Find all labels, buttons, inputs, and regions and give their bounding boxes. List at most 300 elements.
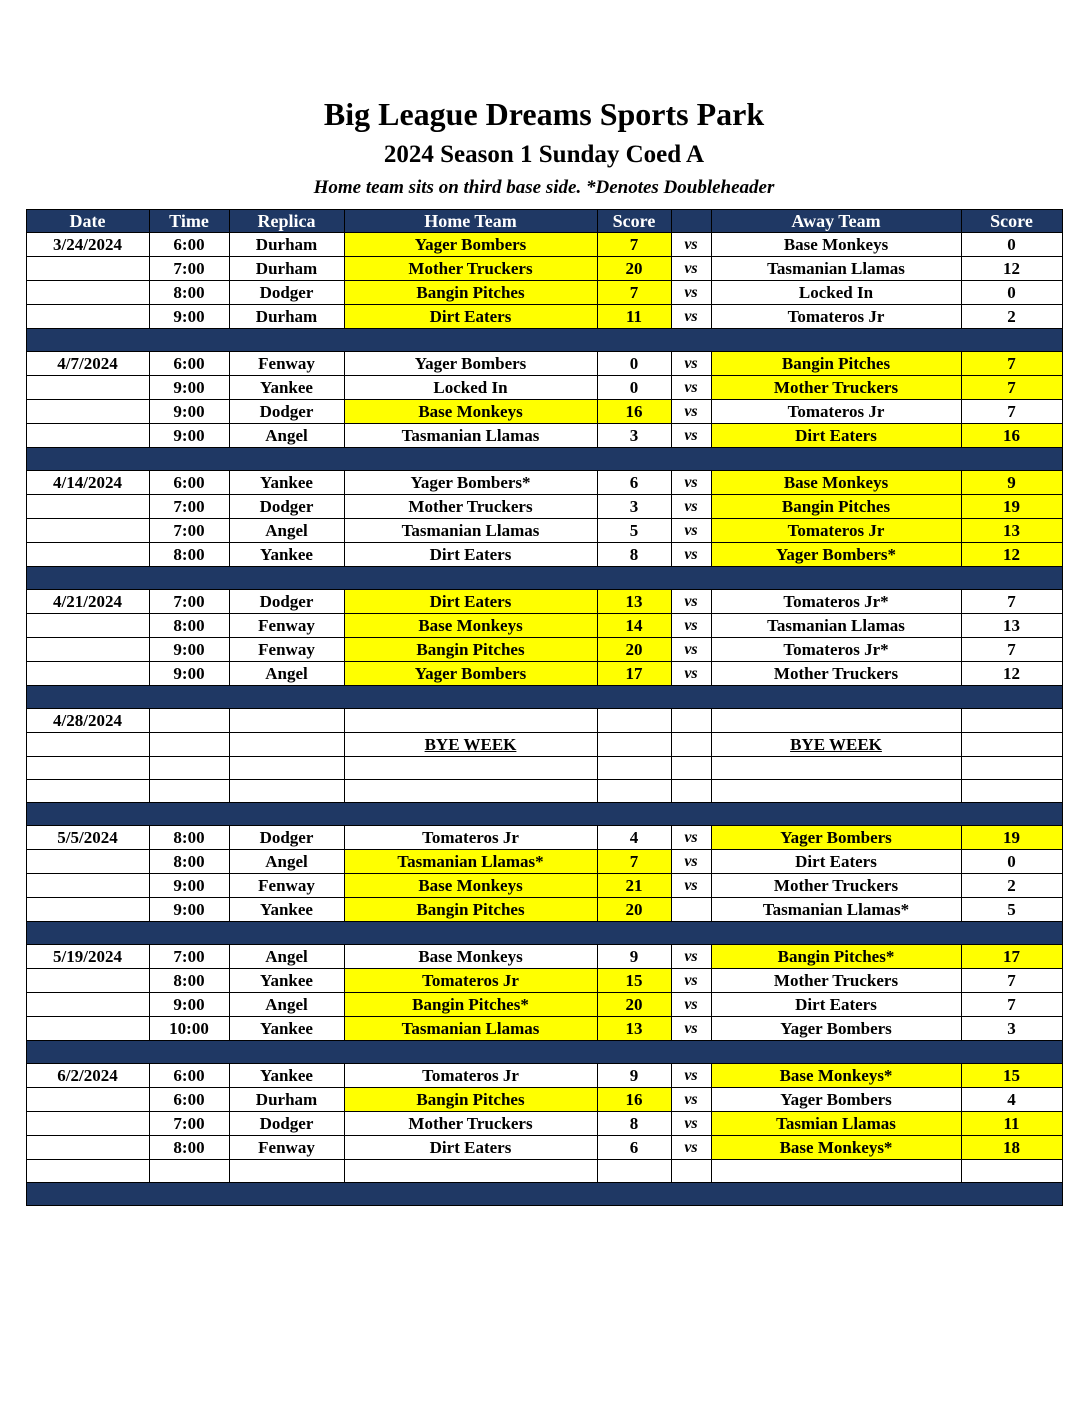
date-cell: 4/28/2024 <box>26 708 149 732</box>
vs-cell: vs <box>671 661 711 685</box>
schedule-body <box>26 232 1062 1205</box>
home-team-cell: Bangin Pitches <box>344 280 597 304</box>
vs-cell: vs <box>671 399 711 423</box>
away-team-cell: Base Monkeys <box>711 232 961 256</box>
home-team-cell: Bangin Pitches* <box>344 992 597 1016</box>
game-row <box>26 280 1062 304</box>
blank-row <box>26 779 1062 802</box>
game-row <box>26 542 1062 566</box>
away-score-cell: 12 <box>961 542 1062 566</box>
home-score-cell: 0 <box>597 375 671 399</box>
home-team-cell: Tasmanian Llamas <box>344 423 597 447</box>
home-score-cell <box>597 708 671 732</box>
away-score-cell: 13 <box>961 613 1062 637</box>
game-row <box>26 232 1062 256</box>
away-team-cell <box>711 779 961 802</box>
vs-cell: vs <box>671 542 711 566</box>
replica-cell: Dodger <box>229 494 344 518</box>
home-score-cell: 20 <box>597 637 671 661</box>
vs-cell: vs <box>671 1087 711 1111</box>
time-cell: 7:00 <box>149 589 229 613</box>
replica-cell: Fenway <box>229 351 344 375</box>
vs-cell <box>671 732 711 756</box>
separator-cell <box>26 447 1062 470</box>
game-row <box>26 897 1062 921</box>
time-cell <box>149 779 229 802</box>
separator-cell <box>26 1040 1062 1063</box>
time-cell <box>149 708 229 732</box>
home-score-cell: 7 <box>597 232 671 256</box>
home-score-cell: 9 <box>597 1063 671 1087</box>
separator-row <box>26 1182 1062 1205</box>
game-row <box>26 944 1062 968</box>
away-score-cell: 3 <box>961 1016 1062 1040</box>
vs-cell: vs <box>671 825 711 849</box>
away-score-cell <box>961 1159 1062 1182</box>
home-team-cell: Tasmanian Llamas* <box>344 849 597 873</box>
replica-cell <box>229 779 344 802</box>
time-cell: 9:00 <box>149 375 229 399</box>
replica-cell: Fenway <box>229 637 344 661</box>
replica-cell: Fenway <box>229 873 344 897</box>
page-title: Big League Dreams Sports Park <box>323 96 765 132</box>
replica-cell: Dodger <box>229 825 344 849</box>
replica-cell: Dodger <box>229 280 344 304</box>
game-row <box>26 849 1062 873</box>
replica-cell: Yankee <box>229 968 344 992</box>
date-cell <box>26 280 149 304</box>
away-score-cell: 19 <box>961 494 1062 518</box>
time-cell: 6:00 <box>149 232 229 256</box>
separator-row <box>26 447 1062 470</box>
date-cell <box>26 1111 149 1135</box>
game-row <box>26 589 1062 613</box>
away-team-cell: Bangin Pitches <box>711 351 961 375</box>
home-score-cell: 20 <box>597 897 671 921</box>
replica-cell <box>229 756 344 779</box>
away-score-cell: 7 <box>961 375 1062 399</box>
replica-cell: Dodger <box>229 1111 344 1135</box>
home-score-cell: 5 <box>597 518 671 542</box>
away-score-cell <box>961 732 1062 756</box>
date-cell <box>26 304 149 328</box>
game-row <box>26 1111 1062 1135</box>
replica-cell: Yankee <box>229 1063 344 1087</box>
vs-cell: vs <box>671 304 711 328</box>
replica-cell: Durham <box>229 256 344 280</box>
separator-cell <box>26 566 1062 589</box>
vs-cell: vs <box>671 375 711 399</box>
away-team-cell: Bangin Pitches* <box>711 944 961 968</box>
time-cell: 9:00 <box>149 637 229 661</box>
home-score-cell: 17 <box>597 661 671 685</box>
blank-row <box>26 1159 1062 1182</box>
away-score-cell <box>961 779 1062 802</box>
time-cell: 8:00 <box>149 542 229 566</box>
separator-row <box>26 1040 1062 1063</box>
vs-cell: vs <box>671 968 711 992</box>
vs-cell: vs <box>671 494 711 518</box>
home-team-cell: Mother Truckers <box>344 256 597 280</box>
away-team-cell: Tomateros Jr <box>711 399 961 423</box>
home-team-cell: Tasmanian Llamas <box>344 518 597 542</box>
game-row <box>26 256 1062 280</box>
away-score-cell: 7 <box>961 968 1062 992</box>
home-score-cell: 14 <box>597 613 671 637</box>
away-team-cell <box>711 756 961 779</box>
home-score-cell: 8 <box>597 542 671 566</box>
away-score-cell: 13 <box>961 518 1062 542</box>
time-cell: 8:00 <box>149 280 229 304</box>
away-team-cell: Yager Bombers <box>711 1016 961 1040</box>
away-team-cell: Dirt Eaters <box>711 992 961 1016</box>
vs-cell: vs <box>671 849 711 873</box>
home-score-cell <box>597 732 671 756</box>
time-cell: 6:00 <box>149 1063 229 1087</box>
date-cell <box>26 375 149 399</box>
time-cell: 6:00 <box>149 351 229 375</box>
blank-row <box>26 756 1062 779</box>
home-team-cell: Tomateros Jr <box>344 968 597 992</box>
time-cell: 8:00 <box>149 613 229 637</box>
away-team-cell: Dirt Eaters <box>711 849 961 873</box>
home-team-cell: Dirt Eaters <box>344 542 597 566</box>
vs-cell: vs <box>671 1111 711 1135</box>
replica-cell: Angel <box>229 423 344 447</box>
vs-cell: vs <box>671 637 711 661</box>
home-team-cell: Mother Truckers <box>344 494 597 518</box>
game-row <box>26 873 1062 897</box>
home-team-cell <box>344 779 597 802</box>
away-score-cell: 2 <box>961 873 1062 897</box>
time-cell: 9:00 <box>149 423 229 447</box>
home-score-cell: 0 <box>597 351 671 375</box>
date-cell: 3/24/2024 <box>26 232 149 256</box>
vs-cell: vs <box>671 613 711 637</box>
header-away-team: Away Team <box>711 209 961 232</box>
date-cell: 5/19/2024 <box>26 944 149 968</box>
date-cell <box>26 637 149 661</box>
header-away-score: Score <box>961 209 1062 232</box>
away-score-cell: 19 <box>961 825 1062 849</box>
page-note: Home team sits on third base side. *Denotes Doubleheader <box>313 176 775 198</box>
home-team-cell: Bangin Pitches <box>344 897 597 921</box>
game-row <box>26 708 1062 732</box>
away-score-cell <box>961 756 1062 779</box>
home-team-cell: Bangin Pitches <box>344 637 597 661</box>
date-cell <box>26 1159 149 1182</box>
away-team-cell: Tasmanian Llamas <box>711 613 961 637</box>
game-row <box>26 1063 1062 1087</box>
time-cell: 8:00 <box>149 1135 229 1159</box>
game-row <box>26 1087 1062 1111</box>
replica-cell: Angel <box>229 944 344 968</box>
separator-row <box>26 685 1062 708</box>
replica-cell <box>229 732 344 756</box>
game-row <box>26 304 1062 328</box>
away-team-cell: Mother Truckers <box>711 661 961 685</box>
date-cell <box>26 661 149 685</box>
replica-cell: Angel <box>229 849 344 873</box>
home-team-cell <box>344 756 597 779</box>
home-team-cell: Yager Bombers <box>344 232 597 256</box>
away-team-cell: BYE WEEK <box>711 732 961 756</box>
away-team-cell <box>711 1159 961 1182</box>
date-cell <box>26 849 149 873</box>
away-score-cell: 0 <box>961 232 1062 256</box>
vs-cell: vs <box>671 280 711 304</box>
vs-cell: vs <box>671 873 711 897</box>
vs-cell <box>671 779 711 802</box>
home-team-cell: Dirt Eaters <box>344 589 597 613</box>
vs-cell <box>671 756 711 779</box>
home-team-cell: Tasmanian Llamas <box>344 1016 597 1040</box>
date-cell <box>26 542 149 566</box>
time-cell: 7:00 <box>149 256 229 280</box>
home-team-cell: Base Monkeys <box>344 873 597 897</box>
home-team-cell: Tomateros Jr <box>344 825 597 849</box>
date-cell <box>26 968 149 992</box>
replica-cell: Durham <box>229 1087 344 1111</box>
separator-cell <box>26 328 1062 351</box>
separator-row <box>26 328 1062 351</box>
date-cell: 4/14/2024 <box>26 470 149 494</box>
header-vs-spacer <box>671 209 711 232</box>
bye-row <box>26 732 1062 756</box>
date-cell <box>26 756 149 779</box>
home-team-cell <box>344 708 597 732</box>
home-score-cell: 4 <box>597 825 671 849</box>
home-score-cell <box>597 779 671 802</box>
date-cell <box>26 613 149 637</box>
time-cell: 10:00 <box>149 1016 229 1040</box>
vs-cell <box>671 1159 711 1182</box>
table-header <box>26 209 1062 232</box>
away-team-cell: Base Monkeys <box>711 470 961 494</box>
home-team-cell: Dirt Eaters <box>344 304 597 328</box>
home-score-cell: 13 <box>597 589 671 613</box>
away-score-cell: 5 <box>961 897 1062 921</box>
home-score-cell: 6 <box>597 470 671 494</box>
date-cell <box>26 256 149 280</box>
time-cell: 9:00 <box>149 304 229 328</box>
home-score-cell: 8 <box>597 1111 671 1135</box>
vs-cell: vs <box>671 1016 711 1040</box>
game-row <box>26 375 1062 399</box>
away-score-cell: 11 <box>961 1111 1062 1135</box>
home-score-cell: 3 <box>597 494 671 518</box>
header-replica: Replica <box>229 209 344 232</box>
replica-cell: Durham <box>229 232 344 256</box>
home-score-cell: 16 <box>597 1087 671 1111</box>
home-score-cell: 20 <box>597 992 671 1016</box>
away-score-cell: 7 <box>961 351 1062 375</box>
vs-cell: vs <box>671 232 711 256</box>
away-score-cell: 12 <box>961 256 1062 280</box>
date-cell <box>26 494 149 518</box>
date-cell <box>26 897 149 921</box>
replica-cell: Angel <box>229 661 344 685</box>
vs-cell: vs <box>671 992 711 1016</box>
vs-cell <box>671 897 711 921</box>
replica-cell: Yankee <box>229 375 344 399</box>
separator-cell <box>26 685 1062 708</box>
away-team-cell: Tomateros Jr* <box>711 589 961 613</box>
date-cell <box>26 423 149 447</box>
away-team-cell: Mother Truckers <box>711 873 961 897</box>
schedule-table <box>26 209 1063 1206</box>
home-team-cell: Bangin Pitches <box>344 1087 597 1111</box>
home-team-cell: Locked In <box>344 375 597 399</box>
away-team-cell: Tasmanian Llamas* <box>711 897 961 921</box>
away-team-cell: Base Monkeys* <box>711 1135 961 1159</box>
replica-cell: Durham <box>229 304 344 328</box>
time-cell: 7:00 <box>149 944 229 968</box>
away-team-cell: Base Monkeys* <box>711 1063 961 1087</box>
home-score-cell <box>597 756 671 779</box>
time-cell: 9:00 <box>149 661 229 685</box>
away-team-cell: Yager Bombers <box>711 825 961 849</box>
vs-cell: vs <box>671 470 711 494</box>
vs-cell: vs <box>671 423 711 447</box>
home-score-cell: 6 <box>597 1135 671 1159</box>
separator-row <box>26 802 1062 825</box>
time-cell: 9:00 <box>149 399 229 423</box>
date-cell: 4/7/2024 <box>26 351 149 375</box>
home-score-cell <box>597 1159 671 1182</box>
away-team-cell: Tasmian Llamas <box>711 1111 961 1135</box>
time-cell: 8:00 <box>149 825 229 849</box>
away-score-cell: 7 <box>961 992 1062 1016</box>
vs-cell: vs <box>671 351 711 375</box>
separator-cell <box>26 1182 1062 1205</box>
replica-cell: Fenway <box>229 613 344 637</box>
away-score-cell: 15 <box>961 1063 1062 1087</box>
game-row <box>26 494 1062 518</box>
home-team-cell: Base Monkeys <box>344 944 597 968</box>
home-score-cell: 3 <box>597 423 671 447</box>
page-subtitle: 2024 Season 1 Sunday Coed A <box>383 140 705 168</box>
header-home-team: Home Team <box>344 209 597 232</box>
away-score-cell: 0 <box>961 849 1062 873</box>
home-score-cell: 11 <box>597 304 671 328</box>
home-score-cell: 7 <box>597 849 671 873</box>
home-team-cell: Yager Bombers <box>344 661 597 685</box>
away-team-cell: Bangin Pitches <box>711 494 961 518</box>
game-row <box>26 423 1062 447</box>
separator-cell <box>26 802 1062 825</box>
home-team-cell: Tomateros Jr <box>344 1063 597 1087</box>
separator-row <box>26 921 1062 944</box>
away-score-cell: 2 <box>961 304 1062 328</box>
vs-cell: vs <box>671 256 711 280</box>
away-team-cell: Tasmanian Llamas <box>711 256 961 280</box>
away-team-cell: Mother Truckers <box>711 968 961 992</box>
home-team-cell: Dirt Eaters <box>344 1135 597 1159</box>
home-team-cell <box>344 1159 597 1182</box>
home-score-cell: 15 <box>597 968 671 992</box>
away-team-cell: Dirt Eaters <box>711 423 961 447</box>
replica-cell <box>229 1159 344 1182</box>
home-team-cell: Yager Bombers <box>344 351 597 375</box>
game-row <box>26 661 1062 685</box>
time-cell: 7:00 <box>149 494 229 518</box>
away-team-cell: Yager Bombers <box>711 1087 961 1111</box>
away-score-cell: 9 <box>961 470 1062 494</box>
replica-cell: Yankee <box>229 470 344 494</box>
game-row <box>26 1135 1062 1159</box>
time-cell <box>149 756 229 779</box>
away-team-cell: Yager Bombers* <box>711 542 961 566</box>
date-cell: 5/5/2024 <box>26 825 149 849</box>
game-row <box>26 613 1062 637</box>
home-score-cell: 7 <box>597 280 671 304</box>
vs-cell: vs <box>671 944 711 968</box>
game-row <box>26 968 1062 992</box>
game-row <box>26 1016 1062 1040</box>
date-cell <box>26 732 149 756</box>
home-score-cell: 21 <box>597 873 671 897</box>
away-score-cell: 17 <box>961 944 1062 968</box>
time-cell: 6:00 <box>149 1087 229 1111</box>
home-score-cell: 9 <box>597 944 671 968</box>
game-row <box>26 470 1062 494</box>
date-cell <box>26 779 149 802</box>
replica-cell: Angel <box>229 518 344 542</box>
time-cell: 7:00 <box>149 1111 229 1135</box>
header-row <box>26 209 1062 232</box>
replica-cell <box>229 708 344 732</box>
vs-cell <box>671 708 711 732</box>
time-cell: 9:00 <box>149 992 229 1016</box>
away-team-cell: Tomateros Jr <box>711 304 961 328</box>
time-cell: 6:00 <box>149 470 229 494</box>
game-row <box>26 825 1062 849</box>
replica-cell: Yankee <box>229 1016 344 1040</box>
vs-cell: vs <box>671 518 711 542</box>
date-cell <box>26 399 149 423</box>
away-score-cell: 0 <box>961 280 1062 304</box>
game-row <box>26 992 1062 1016</box>
separator-cell <box>26 921 1062 944</box>
away-score-cell: 12 <box>961 661 1062 685</box>
time-cell: 8:00 <box>149 849 229 873</box>
date-cell: 4/21/2024 <box>26 589 149 613</box>
date-cell <box>26 992 149 1016</box>
time-cell <box>149 1159 229 1182</box>
away-score-cell: 7 <box>961 637 1062 661</box>
away-team-cell: Locked In <box>711 280 961 304</box>
away-score-cell: 16 <box>961 423 1062 447</box>
header-date: Date <box>26 209 149 232</box>
away-score-cell: 7 <box>961 399 1062 423</box>
date-cell <box>26 1087 149 1111</box>
home-team-cell: Yager Bombers* <box>344 470 597 494</box>
header-home-score: Score <box>597 209 671 232</box>
away-team-cell: Tomateros Jr* <box>711 637 961 661</box>
time-cell <box>149 732 229 756</box>
away-team-cell: Mother Truckers <box>711 375 961 399</box>
date-cell <box>26 1016 149 1040</box>
away-score-cell: 7 <box>961 589 1062 613</box>
home-team-cell: Mother Truckers <box>344 1111 597 1135</box>
away-team-cell <box>711 708 961 732</box>
home-score-cell: 13 <box>597 1016 671 1040</box>
away-score-cell <box>961 708 1062 732</box>
replica-cell: Dodger <box>229 589 344 613</box>
date-cell <box>26 1135 149 1159</box>
home-team-cell: BYE WEEK <box>344 732 597 756</box>
